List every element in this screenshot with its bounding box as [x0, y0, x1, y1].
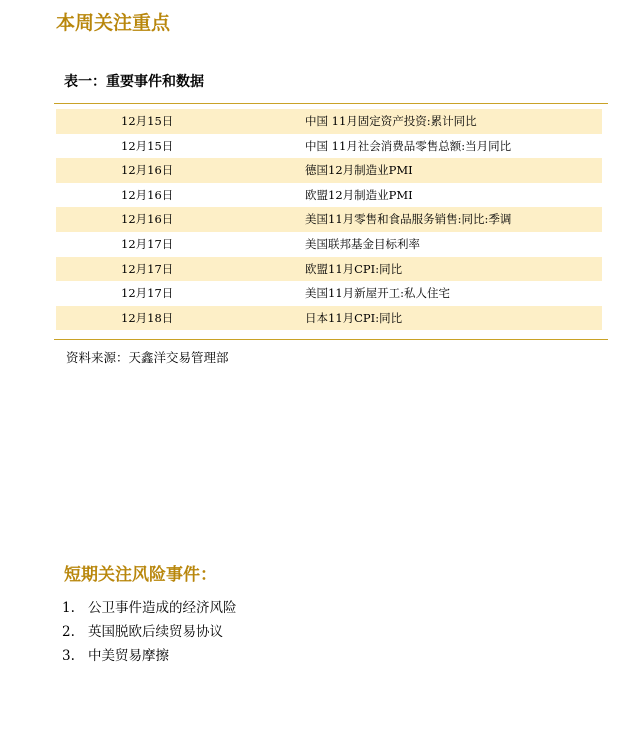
event-date: 12月16日	[121, 163, 174, 178]
event-name: 欧盟12月制造业PMI	[305, 187, 413, 202]
event-name: 德国12月制造业PMI	[305, 163, 413, 178]
table-row	[56, 232, 602, 257]
events-table	[56, 109, 602, 330]
list-item	[62, 620, 237, 644]
event-date: 12月17日	[121, 261, 174, 276]
list-item	[62, 644, 237, 668]
table-row	[56, 281, 602, 306]
event-date: 12月16日	[121, 187, 174, 202]
list-text: 公卫事件造成的经济风险	[88, 600, 237, 616]
table-row	[56, 306, 602, 331]
event-date: 12月15日	[121, 114, 174, 128]
list-number: 3.	[62, 648, 75, 664]
event-name: 中国 11月社会消费品零售总额:当月同比	[305, 138, 512, 153]
risk-events-heading: 短期关注风险事件：	[64, 565, 217, 585]
table-row	[56, 109, 602, 134]
table-row	[56, 207, 602, 232]
table-row	[56, 183, 602, 208]
list-number: 1.	[62, 600, 75, 616]
event-date: 12月15日	[121, 138, 174, 153]
event-name: 欧盟11月CPI:同比	[305, 261, 403, 276]
risk-list	[62, 596, 237, 668]
event-date: 12月17日	[121, 286, 174, 301]
list-text: 中美贸易摩擦	[88, 648, 169, 664]
list-text: 英国脱欧后续贸易协议	[88, 624, 223, 640]
weekly-focus-heading: 本周关注重点	[56, 12, 171, 34]
table-title: 表一：重要事件和数据	[64, 74, 204, 90]
table-bottom-rule	[54, 339, 608, 340]
source-note: 资料来源：天鑫洋交易管理部	[66, 350, 229, 365]
table-row	[56, 158, 602, 183]
table-row	[56, 134, 602, 159]
event-name: 美国联邦基金目标利率	[305, 236, 420, 251]
event-date: 12月18日	[121, 310, 174, 325]
event-name: 美国11月新屋开工:私人住宅	[305, 286, 451, 301]
event-name: 美国11月零售和食品服务销售:同比:季调	[305, 212, 512, 227]
event-name: 日本11月CPI:同比	[305, 310, 403, 325]
event-date: 12月16日	[121, 212, 174, 227]
table-row	[56, 257, 602, 282]
event-name: 中国 11月固定资产投资:累计同比	[305, 114, 477, 128]
list-number: 2.	[62, 624, 75, 640]
list-item	[62, 596, 237, 620]
table-top-rule	[54, 103, 608, 104]
event-date: 12月17日	[121, 236, 174, 251]
